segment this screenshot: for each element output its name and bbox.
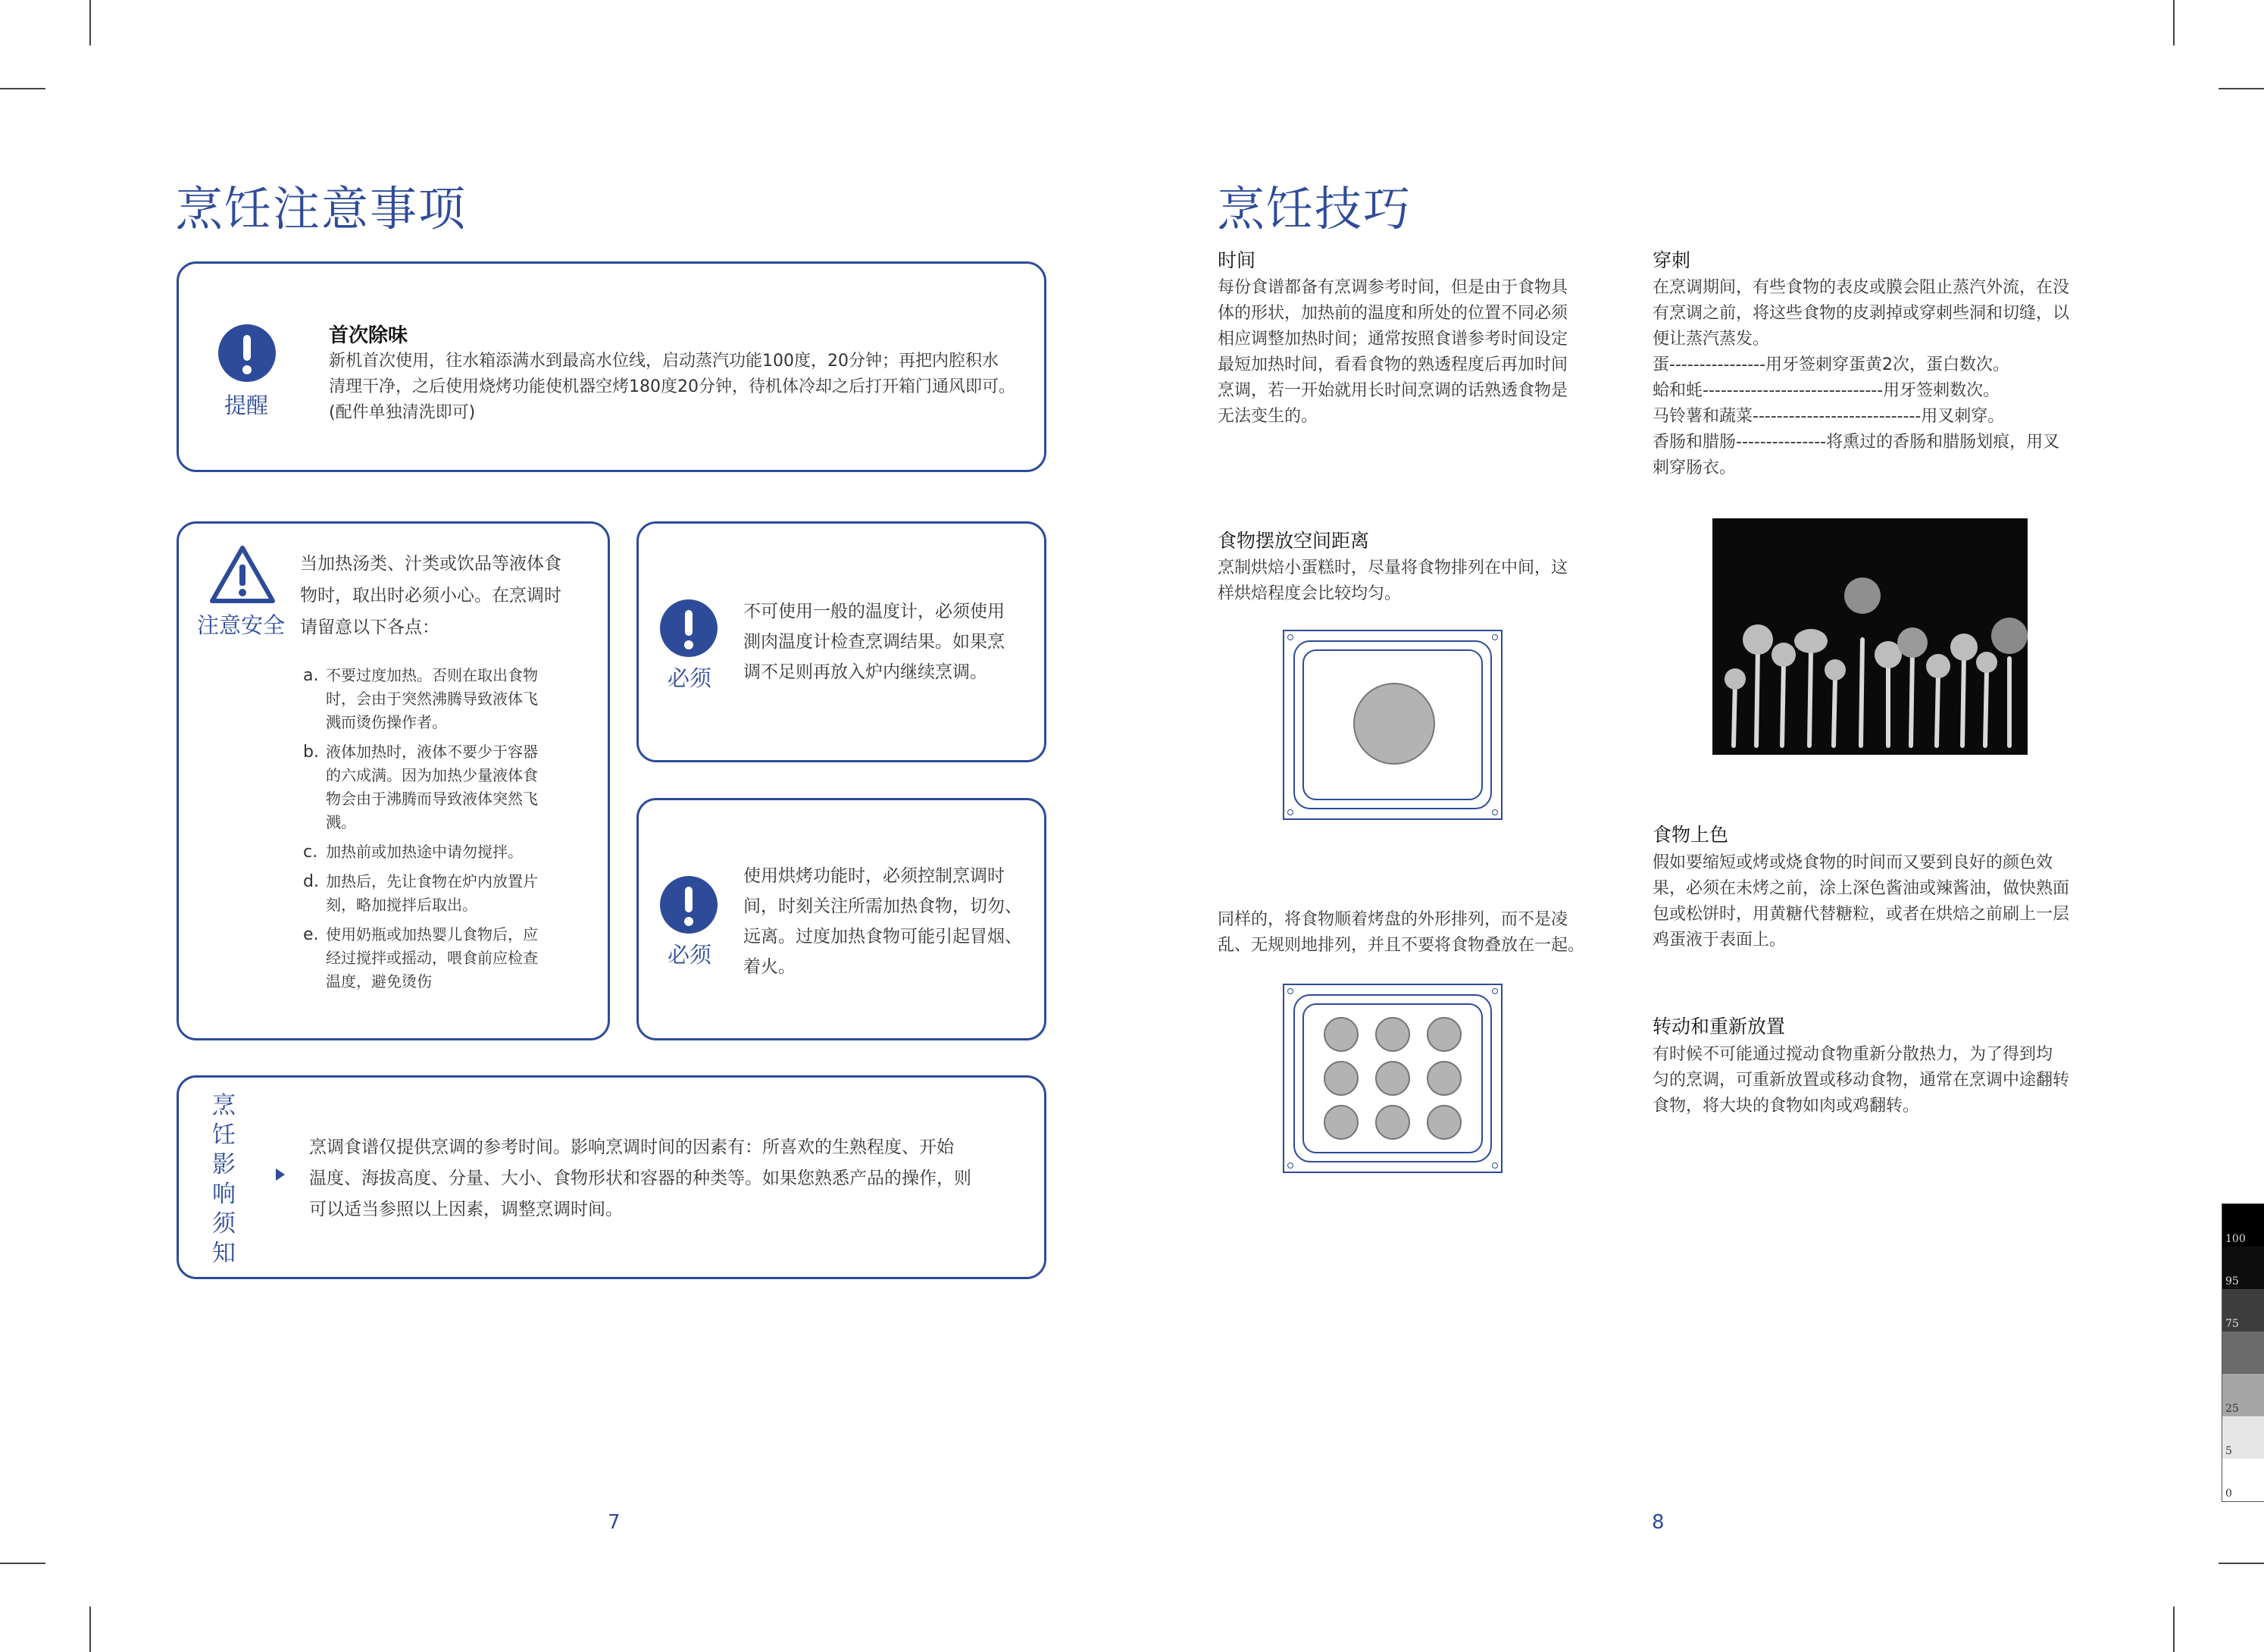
food-item — [1427, 1105, 1462, 1140]
crop-mark — [0, 88, 45, 89]
browning-text: 假如要缩短或烤或烧食物的时间而又要到良好的颜色效 果，必须在未烤之前，涂上深色酱油或辣酱油，做快熟面 包或松饼时，用黄糖代替糖粒，或者在烘焙之前刷上一层 鸡蛋液于表面上。 — [1653, 853, 2070, 950]
time-text: 每份食谱都备有烹调参考时间，但是由于食物具 体的形状，加热前的温度和所处的位置不同必须 相应调整加热时间；通常按照食谱参考时间设定 最短加热时间，看看食物的熟透程度后再加时间 烹调，若一开始就用长时间烹调的话熟透食物是 无法变生的。 — [1218, 278, 1568, 426]
gray-label: 25 — [2225, 1403, 2239, 1415]
exclamation-circle-icon — [660, 876, 718, 934]
gray-label: 95 — [2225, 1275, 2239, 1287]
page-title-left: 烹饪注意事项 — [176, 181, 467, 236]
list-item: e. 使用奶瓶或加热婴儿食物后，应 经过搅拌或摇动，喂食前应检查 温度，避免烫伤 — [303, 925, 538, 990]
turning-text: 有时候不可能通过搅动食物重新分散热力，为了得到均 匀的烹调，可重新放置或移动食物，通常在烹调中途翻转 食物，将大块的食物如肉或鸡翻转。 — [1653, 1045, 2070, 1115]
must-text: 不可使用一般的温度计，必须使用 測肉温度计检查烹调结果。如果烹 调不足则再放入炉内继续烹调。 — [743, 602, 1005, 682]
influence-vertical-label: 烹 饪 影 响 须 知 — [212, 1092, 236, 1267]
gray-label: 5 — [2225, 1445, 2232, 1457]
safety-label: 注意安全 — [197, 612, 286, 638]
food-item — [1324, 1017, 1359, 1052]
warning-triangle-icon — [209, 545, 276, 604]
crop-mark — [2173, 0, 2175, 45]
exclamation-circle-icon — [660, 599, 718, 657]
baking-tray-grid — [1283, 984, 1503, 1173]
spacing-text: 烹制烘焙小蛋糕时，尽量将食物排列在中间，这 样烘焙程度会比较均匀。 — [1218, 558, 1568, 603]
influence-text: 烹调食谱仅提供烹调的参考时间。影响烹调时间的因素有：所喜欢的生熟程度、开始 温度、海拔高度、分量、大小、食物形状和容器的种类等。如果您熟悉产品的操作，则 可以适当参照以上因素，调整烹调时间。 — [309, 1137, 971, 1219]
gray-label: 100 — [2225, 1233, 2246, 1245]
forks-food-photo — [1712, 518, 2028, 755]
safety-list — [303, 664, 591, 1000]
turning-heading: 转动和重新放置 — [1653, 1015, 1786, 1037]
crop-mark — [89, 1607, 91, 1652]
influence-box — [177, 1075, 1046, 1279]
pierce-heading: 穿刺 — [1653, 249, 1691, 271]
food-item — [1375, 1105, 1410, 1140]
food-item — [1324, 1061, 1359, 1096]
crop-mark — [89, 0, 91, 45]
food-item — [1375, 1061, 1410, 1096]
list-item: d. 加热后，先让食物在炉内放置片 刻，略加搅拌后取出。 — [303, 872, 538, 914]
gray-label: 0 — [2225, 1488, 2232, 1500]
baking-tray-centered — [1283, 630, 1503, 820]
food-item — [1427, 1061, 1462, 1096]
crop-mark — [2219, 88, 2264, 89]
food-item — [1427, 1017, 1462, 1052]
time-heading: 时间 — [1218, 249, 1256, 271]
food-item — [1324, 1105, 1359, 1140]
crop-mark — [2219, 1563, 2264, 1564]
crop-mark — [0, 1563, 45, 1564]
food-item — [1375, 1017, 1410, 1052]
list-item: b. 液体加热时，液体不要少于容器 的六成满。因为加热少量液体食 物会由于沸腾而导致液体突然飞 溅。 — [303, 743, 538, 831]
must-label: 必须 — [668, 665, 712, 691]
reminder-heading: 首次除味 — [329, 324, 408, 347]
must-box-baking — [636, 798, 1046, 1040]
browning-heading: 食物上色 — [1653, 824, 1729, 846]
food-item — [1353, 683, 1435, 765]
page-number-right: 8 — [1652, 1511, 1665, 1534]
safety-intro: 当加热汤类、汁类或饮品等液体食 物时，取出时必须小心。在烹调时 请留意以下各点： — [300, 554, 561, 637]
must-text: 使用烘烤功能时，必须控制烹调时 间，时刻关注所需加热食物，切勿、 远离。过度加热食物可能引起冒烟、 着火。 — [743, 866, 1022, 977]
page-number-left: 7 — [608, 1511, 621, 1534]
safety-box — [177, 521, 610, 1040]
list-item: a. 不要过度加热。否则在取出食物 时，会由于突然沸腾导致液体飞 溅而烫伤操作者。 — [303, 666, 538, 731]
reminder-label: 提醒 — [224, 393, 269, 418]
crop-mark — [2173, 1607, 2175, 1652]
must-label: 必须 — [668, 942, 712, 968]
list-item: c. 加热前或加热途中请勿搅拌。 — [303, 843, 523, 862]
exclamation-circle-icon — [218, 324, 276, 382]
page-title-right: 烹饪技巧 — [1218, 181, 1412, 236]
spacing-heading: 食物摆放空间距离 — [1218, 530, 1370, 552]
must-box-thermometer — [636, 521, 1046, 762]
spacing-text-2: 同样的，将食物顺着烤盘的外形排列，而不是凌 乱、无规则地排列，并且不要将食物叠放在一起。 — [1218, 910, 1585, 955]
play-triangle-icon — [274, 1167, 286, 1182]
pierce-text: 在烹调期间，有些食物的表皮或膜会阻止蒸汽外流，在没 有烹调之前，将这些食物的皮剥掉或穿刺些洞和切缝，以 便让蒸汽蒸发。 蛋----------------用牙签刺穿蛋黄2次，蛋白数次。 蛤和蚝------------------------------用牙签刺数次。 马铃薯和蔬菜----------------------------用叉刺穿。 香肠和腊肠---------------将熏过的香肠和腊肠划痕，用叉 刺穿肠衣。 — [1653, 278, 2070, 477]
gray-scale-strip — [2222, 1203, 2264, 1502]
reminder-text: 新机首次使用，往水箱添满水到最高水位线，启动蒸汽功能100度，20分钟；再把内腔积水 清理干净，之后使用烧烤功能使机器空烤180度20分钟，待机体冷却之后打开箱门通风即可。 (配件单独清洗即可) — [329, 352, 1015, 422]
gray-label: 75 — [2225, 1318, 2239, 1330]
reminder-box — [177, 261, 1046, 472]
